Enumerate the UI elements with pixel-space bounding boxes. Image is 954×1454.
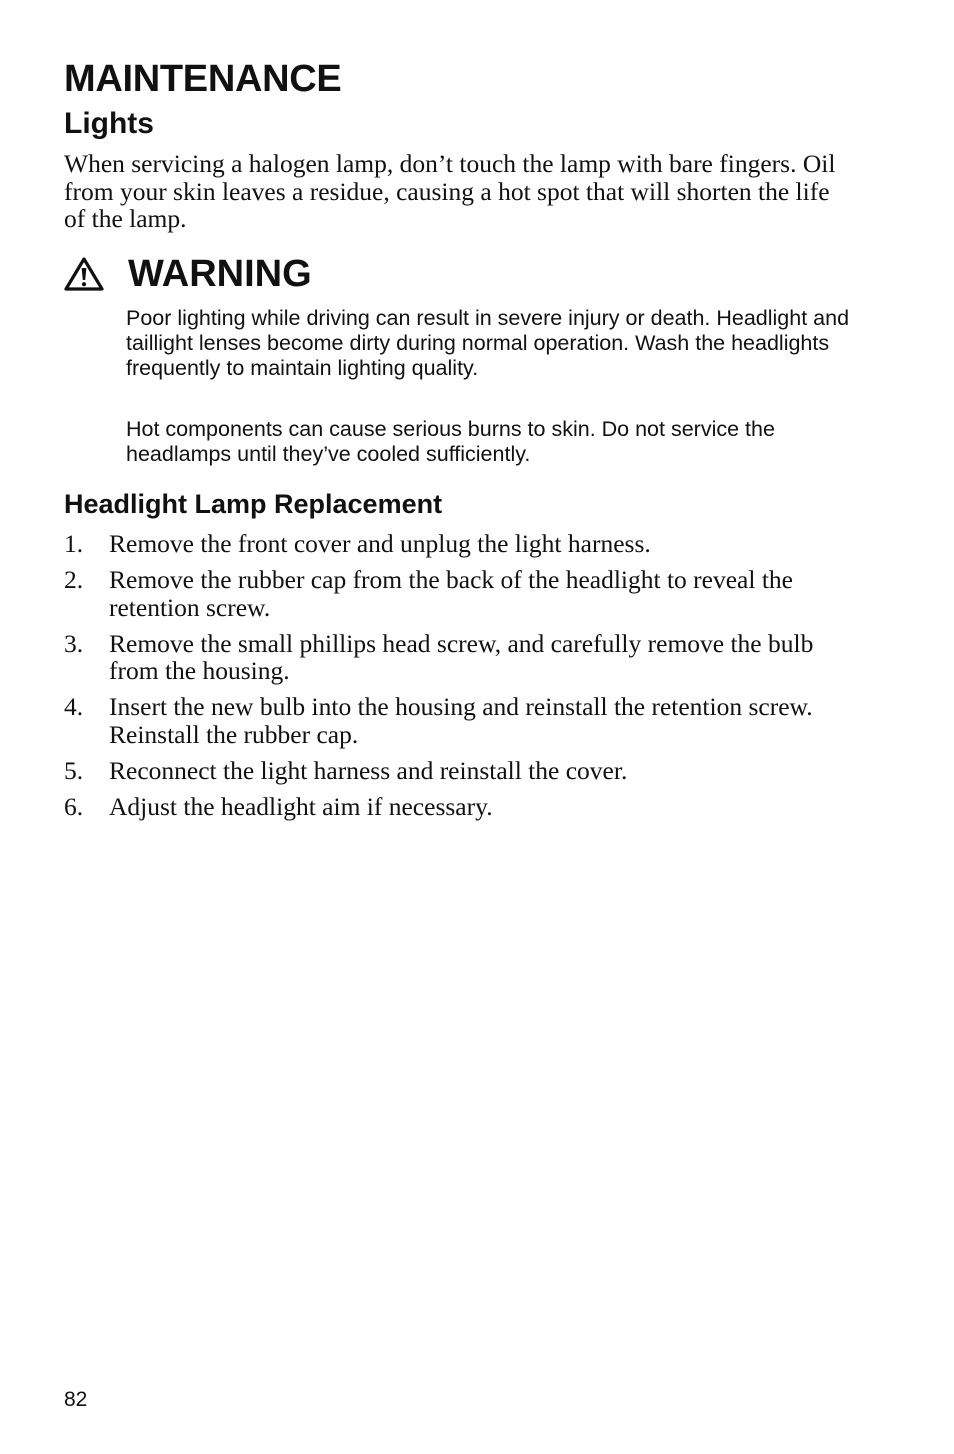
list-item [64,757,864,785]
step-number: 6. [64,791,84,821]
warning-title: WARNING [128,253,312,295]
procedure-steps [64,530,864,829]
step-text: Remove the small phillips head screw, and carefully remove the bulb from the housing. [109,628,814,685]
list-item [64,693,864,748]
list-item [64,566,864,621]
warning-triangle-icon [64,257,104,291]
step-number: 2. [64,565,84,594]
step-text: Remove the rubber cap from the back of the headlight to reveal the retention screw. [109,565,793,622]
subsection-title: Lights [64,107,154,140]
page-number: 82 [64,1388,88,1411]
warning-header [64,250,312,298]
list-item [64,793,864,821]
procedure-title: Headlight Lamp Replacement [64,489,443,519]
warning-paragraph: Hot components can cause serious burns to skin. Do not service the headlamps until they’ve cooled sufficiently. [126,417,775,466]
step-text: Remove the front cover and unplug the light harness. [109,529,651,558]
list-item [64,630,864,685]
step-number: 4. [64,692,84,721]
step-number: 1. [64,529,84,558]
section-title: MAINTENANCE [64,58,342,100]
warning-paragraph: Poor lighting while driving can result in severe injury or death. Headlight and taillight lenses become dirty during normal operation. Wash the headlights frequently to maintain lighting quality. [126,306,850,380]
step-text: Reconnect the light harness and reinstall the cover. [109,755,628,785]
step-text: Adjust the headlight aim if necessary. [109,791,493,821]
step-text: Insert the new bulb into the housing and reinstall the retention screw. Reinstall the rubber cap. [109,692,813,749]
list-item [64,530,864,558]
step-number: 5. [64,755,84,785]
step-number: 3. [64,628,84,658]
intro-paragraph: When servicing a halogen lamp, don’t touch the lamp with bare fingers. Oil from your skin leaves a residue, causing a hot spot that will shorten the life of the lamp. [64,149,836,233]
